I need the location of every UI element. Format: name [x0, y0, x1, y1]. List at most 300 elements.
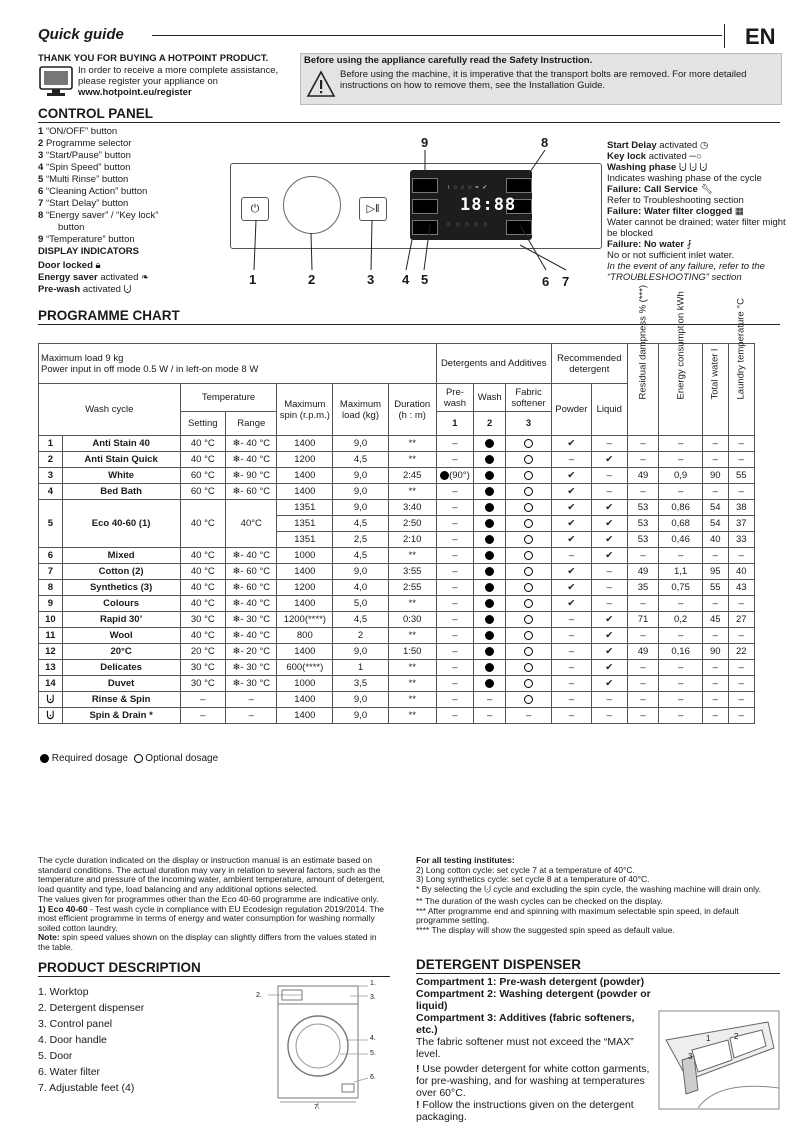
table-row — [39, 484, 780, 500]
setting-header: Setting — [180, 412, 226, 436]
cell-en: 0,75 — [659, 580, 702, 596]
no-water-desc: No or not sufficient inlet water. — [607, 250, 735, 261]
cell-liq: – — [591, 484, 627, 500]
temp-range: ❄- 30 °C — [226, 660, 277, 676]
temp-range: ❄- 40 °C — [226, 452, 277, 468]
cell-wat: 54 — [702, 516, 728, 532]
cell-spin: 1400 — [277, 644, 333, 660]
cell-lt: 40 — [728, 564, 754, 580]
cell-wash — [474, 676, 506, 692]
cell-pow: – — [551, 612, 591, 628]
cell-wat: – — [702, 628, 728, 644]
temp-setting: 60 °C — [180, 468, 226, 484]
cell-en: – — [659, 660, 702, 676]
cell-lt: – — [728, 452, 754, 468]
cell-en: – — [659, 692, 702, 708]
cell-soft — [506, 580, 552, 596]
pd-item: 5. Door — [38, 1050, 73, 1062]
cold-icon: ❄ — [232, 582, 241, 593]
cell-pre: – — [436, 628, 474, 644]
cell-lt: – — [728, 596, 754, 612]
duration-header: Duration (h : m) — [388, 384, 436, 436]
cell-pre: – — [436, 676, 474, 692]
wash-cycle-name: Wool — [62, 628, 180, 644]
key-icon: ─○ — [689, 151, 702, 162]
control-panel-list — [38, 126, 158, 296]
compartment-1-text: Compartment 1: Pre-wash detergent (powder) — [416, 976, 645, 988]
cell-wash: – — [474, 692, 506, 708]
cell-lt: 27 — [728, 612, 754, 628]
table-row — [39, 436, 780, 452]
duration-note: The cycle duration indicated on the display or instruction manual is an estimate based on standard conditions. The actual duration may vary in relation to several factors, such as the temperature and pressure of the incoming water, ambient temperature, amount of detergent, load quantity and type, load balancing and any additional options selected. — [38, 855, 385, 894]
cell-spin: 1200(****) — [277, 612, 333, 628]
cell-res: 71 — [627, 612, 659, 628]
cell-load: 9,0 — [333, 500, 389, 516]
row-number — [39, 692, 63, 708]
cell-pre: – — [436, 708, 474, 724]
power-button[interactable]: ⏻ — [241, 197, 269, 221]
cell-en: – — [659, 548, 702, 564]
cell-dur: ** — [388, 548, 436, 564]
cell-pow: ✔ — [551, 516, 591, 532]
prewash-icon: ⨃ — [123, 284, 132, 295]
cell-dur: 2:55 — [388, 580, 436, 596]
cell-lt: – — [728, 708, 754, 724]
cell-soft: – — [506, 708, 552, 724]
display-indicators-heading: DISPLAY INDICATORS — [38, 246, 140, 257]
row-number — [39, 708, 63, 724]
programme-chart-title: PROGRAMME CHART — [38, 308, 180, 323]
washing-phase-row: Washing phase ⨃ ⨃ ⨃ — [607, 162, 708, 173]
safety-body: Before using the machine, it is imperative that the transport bolts are removed. For more detailed instructions on how to remove them, see the Installation Guide. — [340, 69, 747, 91]
section-rule — [38, 122, 780, 123]
cell-soft — [506, 644, 552, 660]
cell-liq: – — [591, 692, 627, 708]
cp-item-3: 3 “Start/Pause” button — [38, 150, 131, 161]
dispenser-label-3: 3 — [688, 1052, 693, 1061]
laundry-temp-header: Laundry temperature °C — [735, 298, 747, 400]
no-water-row: Failure: No water ⨏ — [607, 239, 692, 250]
cell-liq: – — [591, 436, 627, 452]
notes-right — [416, 856, 780, 935]
optional-dosage-icon — [524, 615, 533, 624]
cell-res: – — [627, 436, 659, 452]
cell-load: 2,5 — [333, 532, 389, 548]
cell-res: – — [627, 596, 659, 612]
detergent-dispenser-title: DETERGENT DISPENSER — [416, 957, 582, 972]
liquid-header: Liquid — [591, 384, 627, 436]
cell-wat: 45 — [702, 612, 728, 628]
temp-range: ❄- 20 °C — [226, 644, 277, 660]
temp-range: ❄- 60 °C — [226, 484, 277, 500]
display-icons-top: ↑ ◌ ◌ ◌ ≈ ✓ — [447, 185, 489, 191]
cell-pow: ✔ — [551, 580, 591, 596]
cell-pre: – — [436, 532, 474, 548]
dispenser-label-1: 1 — [706, 1034, 711, 1043]
pd-item: 7. Adjustable feet (4) — [38, 1082, 135, 1094]
temp-setting: – — [180, 708, 226, 724]
cell-en: – — [659, 484, 702, 500]
monitor-icon — [38, 66, 74, 98]
optional-dosage-icon — [524, 647, 533, 656]
required-dosage-icon — [485, 487, 494, 496]
cell-pre: – — [436, 500, 474, 516]
wash-cycle-name: Eco 40-60 (1) — [62, 500, 180, 548]
wash-cycle-name: Duvet — [62, 676, 180, 692]
energy-saver-row: Energy saver activated ❧ — [38, 272, 149, 283]
required-dosage-icon — [485, 439, 494, 448]
temp-setting: 40 °C — [180, 580, 226, 596]
cell-soft — [506, 436, 552, 452]
cell-wat: – — [702, 660, 728, 676]
cold-icon: ❄ — [232, 470, 241, 481]
cell-pow: ✔ — [551, 564, 591, 580]
required-dosage-icon — [485, 599, 494, 608]
cell-load: 9,0 — [333, 436, 389, 452]
cell-liq: ✔ — [591, 676, 627, 692]
cell-pre: – — [436, 596, 474, 612]
note-residual: *** After programme end and spinning with maximum selectable spin speed, in default programme setting. — [416, 905, 739, 925]
cell-soft — [506, 484, 552, 500]
cell-pow: ✔ — [551, 484, 591, 500]
cell-dur: ** — [388, 676, 436, 692]
note-spin-speed: **** The display will show the suggested spin speed as default value. — [416, 924, 675, 935]
cell-dur: ** — [388, 692, 436, 708]
cell-wat: 54 — [702, 500, 728, 516]
wash-cycle-header: Wash cycle — [39, 384, 181, 436]
cell-load: 4,0 — [333, 580, 389, 596]
required-dosage-icon — [485, 583, 494, 592]
cell-lt: 55 — [728, 468, 754, 484]
row-number: 10 — [39, 612, 63, 628]
cell-load: 4,5 — [333, 516, 389, 532]
required-dosage-icon — [485, 567, 494, 576]
cell-pow: – — [551, 676, 591, 692]
optional-dosage-icon — [524, 471, 533, 480]
required-dosage-icon — [485, 551, 494, 560]
cell-lt: – — [728, 484, 754, 500]
cell-res: 35 — [627, 580, 659, 596]
callout-8: 8 — [541, 135, 549, 150]
temperature-header: Temperature — [180, 384, 277, 412]
pd-label-2: 2. — [256, 992, 262, 999]
thanks-line2: please register your appliance on — [78, 76, 218, 87]
indicators-legend — [607, 140, 797, 283]
cell-wash — [474, 580, 506, 596]
cell-wash — [474, 484, 506, 500]
callout-lines — [230, 130, 610, 290]
row-number: 9 — [39, 596, 63, 612]
leaf-icon: ❧ — [141, 272, 149, 283]
row-number: 3 — [39, 468, 63, 484]
cell-spin: 1351 — [277, 516, 333, 532]
cell-wat: – — [702, 484, 728, 500]
display-digits: 18:88 — [460, 195, 517, 215]
chart-header-info — [39, 344, 437, 384]
temp-range: ❄- 40 °C — [226, 596, 277, 612]
warning-icon — [306, 70, 336, 98]
cell-liq: ✔ — [591, 548, 627, 564]
cell-lt: – — [728, 548, 754, 564]
row-number: 7 — [39, 564, 63, 580]
compartment-3-header: 3 — [506, 412, 552, 436]
section-rule — [416, 973, 780, 974]
table-row — [39, 612, 780, 628]
cell-wash — [474, 564, 506, 580]
detergents-header: Detergents and Additives — [436, 344, 551, 384]
start-pause-button[interactable]: ▷‖ — [359, 197, 387, 221]
cell-wat: – — [702, 548, 728, 564]
cell-wat: – — [702, 708, 728, 724]
spin-drain-icon: ⨃ — [484, 883, 491, 894]
optional-dosage-label: Optional dosage — [145, 753, 219, 764]
cell-load: 9,0 — [333, 692, 389, 708]
pd-item: 2. Detergent dispenser — [38, 1002, 145, 1014]
cell-wat: 40 — [702, 532, 728, 548]
filter-desc: Water cannot be drained; water filter might be blocked — [607, 217, 786, 239]
cell-load: 4,5 — [333, 548, 389, 564]
cell-liq: ✔ — [591, 628, 627, 644]
cell-dur: ** — [388, 436, 436, 452]
section-rule — [38, 324, 780, 325]
max-level-note: The fabric softener must not exceed the “MAX” level. — [416, 1036, 634, 1060]
cell-pow: ✔ — [551, 532, 591, 548]
table-row — [39, 708, 780, 724]
product-description-list — [38, 984, 144, 1096]
cell-wash — [474, 628, 506, 644]
cold-icon: ❄ — [232, 486, 241, 497]
page-title: Quick guide — [38, 26, 124, 43]
cell-dur: 0:30 — [388, 612, 436, 628]
required-dosage-icon — [485, 455, 494, 464]
cycle-icon: ⨃ — [46, 694, 55, 705]
cell-dur: 3:40 — [388, 500, 436, 516]
max-load-header: Maximum load (kg) — [333, 384, 389, 436]
cell-dur: 2:50 — [388, 516, 436, 532]
cell-soft — [506, 596, 552, 612]
cell-en: – — [659, 628, 702, 644]
required-dosage-icon — [485, 631, 494, 640]
required-dosage-icon — [40, 754, 49, 763]
temp-setting: 30 °C — [180, 612, 226, 628]
cell-pre: – — [436, 452, 474, 468]
section-rule — [38, 976, 390, 977]
cell-en: – — [659, 452, 702, 468]
row-number: 11 — [39, 628, 63, 644]
cell-pow: ✔ — [551, 596, 591, 612]
call-service-row: Failure: Call Service 🔧︎ — [607, 184, 713, 195]
required-dosage-icon — [485, 679, 494, 688]
cell-soft — [506, 548, 552, 564]
row-number: 8 — [39, 580, 63, 596]
optional-dosage-icon — [524, 631, 533, 640]
cp-item-6: 6 “Cleaning Action” button — [38, 186, 148, 197]
row-number: 14 — [39, 676, 63, 692]
cell-spin: 1351 — [277, 500, 333, 516]
cp-item-1: 1 “ON/OFF” button — [38, 126, 118, 137]
cell-wash — [474, 644, 506, 660]
cell-dur: ** — [388, 660, 436, 676]
optional-dosage-icon — [524, 455, 533, 464]
wash-header: Wash — [474, 384, 506, 412]
cell-pow: – — [551, 644, 591, 660]
cold-icon: ❄ — [232, 438, 241, 449]
cell-en: – — [659, 596, 702, 612]
cp-item-7: 7 “Start Delay” button — [38, 198, 129, 209]
max-spin-header: Maximum spin (r.p.m.) — [277, 384, 333, 436]
cell-liq: ✔ — [591, 500, 627, 516]
tip-2: ! Follow the instructions given on the detergent packaging. — [416, 1099, 634, 1123]
cell-res: – — [627, 628, 659, 644]
cell-pow: – — [551, 548, 591, 564]
wash-cycle-name: Anti Stain 40 — [62, 436, 180, 452]
temp-setting: 40 °C — [180, 628, 226, 644]
call-service-desc: Refer to Troubleshooting section — [607, 195, 744, 206]
power-input-text: Power input in off mode 0.5 W / in left-on mode 8 W — [41, 363, 259, 375]
temp-range: ❄- 40 °C — [226, 436, 277, 452]
optional-dosage-icon — [134, 754, 143, 763]
cell-soft — [506, 628, 552, 644]
cell-soft — [506, 660, 552, 676]
required-dosage-icon — [485, 519, 494, 528]
compartment-2-text: Compartment 2: Washing detergent (powder or liquid) — [416, 988, 651, 1012]
temp-setting: 40 °C — [180, 564, 226, 580]
wash-cycle-name: Anti Stain Quick — [62, 452, 180, 468]
cell-load: 3,5 — [333, 676, 389, 692]
table-row — [39, 452, 780, 468]
callout-3: 3 — [367, 272, 375, 287]
cell-soft — [506, 468, 552, 484]
optional-dosage-icon — [524, 599, 533, 608]
cold-icon: ❄ — [232, 614, 241, 625]
cell-dur: 2:45 — [388, 468, 436, 484]
cold-icon: ❄ — [232, 550, 241, 561]
thanks-heading: THANK YOU FOR BUYING A HOTPOINT PRODUCT. — [38, 53, 269, 64]
temp-range: ❄- 30 °C — [226, 676, 277, 692]
table-row — [39, 580, 780, 596]
wash-cycle-name: Rapid 30’ — [62, 612, 180, 628]
wash-cycle-name: Cotton (2) — [62, 564, 180, 580]
wash-cycle-name: Synthetics (3) — [62, 580, 180, 596]
cp-item-8b: button — [58, 222, 85, 233]
required-dosage-icon — [485, 503, 494, 512]
cell-pow: – — [551, 692, 591, 708]
cell-res: – — [627, 548, 659, 564]
washing-phase-desc: Indicates washing phase of the cycle — [607, 173, 762, 184]
cell-wat: 55 — [702, 580, 728, 596]
filter-row: Failure: Water filter clogged ▦ — [607, 206, 744, 217]
eco-note: 1) Eco 40-60 - Test wash cycle in compliance with EU Ecodesign regulation 2019/2014. The most efficient programme in terms of energy and water consumption for washing normally soiled cotton laundry. — [38, 903, 385, 933]
recommended-header: Recommended detergent — [551, 344, 627, 384]
callout-4: 4 — [402, 272, 410, 287]
pd-label-1: 1. — [370, 980, 376, 987]
cell-wash — [474, 516, 506, 532]
callout-5: 5 — [421, 272, 429, 287]
cell-spin: 1400 — [277, 468, 333, 484]
temp-setting: 40 °C — [180, 548, 226, 564]
required-dosage-icon — [485, 535, 494, 544]
product-description-title: PRODUCT DESCRIPTION — [38, 960, 201, 975]
lock-icon: 🔒︎ — [95, 260, 101, 271]
cell-wat: – — [702, 452, 728, 468]
cell-res: 53 — [627, 500, 659, 516]
register-link[interactable]: www.hotpoint.eu/register — [78, 87, 192, 98]
display-icons-bottom: ◌ ◌ ◌ ◌ ◌ — [447, 222, 490, 228]
residual-header: Residual dampness % (***) — [637, 284, 649, 400]
cell-en: 0,2 — [659, 612, 702, 628]
cell-spin: 1400 — [277, 596, 333, 612]
cell-load: 9,0 — [333, 468, 389, 484]
cell-soft — [506, 692, 552, 708]
cell-spin: 1400 — [277, 564, 333, 580]
cell-res: 53 — [627, 516, 659, 532]
cell-res: 49 — [627, 644, 659, 660]
cell-soft — [506, 500, 552, 516]
washing-phase-icons: ⨃ ⨃ ⨃ — [678, 162, 708, 173]
wash-cycle-name: 20°C — [62, 644, 180, 660]
temp-range: ❄- 40 °C — [226, 548, 277, 564]
water-header: Total water l — [709, 348, 721, 400]
cell-res: 49 — [627, 468, 659, 484]
temp-setting: 40 °C — [180, 452, 226, 468]
cell-lt: 37 — [728, 516, 754, 532]
start-delay-row: Start Delay activated ◷ — [607, 140, 709, 151]
required-dosage-icon — [485, 471, 494, 480]
temp-setting: – — [180, 692, 226, 708]
temp-range: ❄- 60 °C — [226, 580, 277, 596]
cell-soft — [506, 452, 552, 468]
cell-load: 5,0 — [333, 596, 389, 612]
note-spin-drain: * By selecting the ⨃ cycle and excluding the spin cycle, the washing machine will drain only. — [416, 883, 762, 894]
cell-res: 53 — [627, 532, 659, 548]
cell-wash — [474, 548, 506, 564]
optional-dosage-icon — [524, 583, 533, 592]
cell-liq: – — [591, 708, 627, 724]
row-number: 12 — [39, 644, 63, 660]
temp-range: – — [226, 692, 277, 708]
cell-load: 2 — [333, 628, 389, 644]
cell-dur: ** — [388, 596, 436, 612]
required-dosage-icon — [440, 471, 449, 480]
pd-label-5: 5. — [370, 1050, 376, 1057]
cell-spin: 800 — [277, 628, 333, 644]
optional-dosage-icon — [524, 487, 533, 496]
cell-spin: 1400 — [277, 708, 333, 724]
row-number: 5 — [39, 500, 63, 548]
language-code: EN — [745, 24, 776, 49]
pd-label-4: 4. — [370, 1035, 376, 1042]
table-row — [39, 596, 780, 612]
cell-en: 0,46 — [659, 532, 702, 548]
spin-note: Note: spin speed values shown on the display can slightly differs from the values stated in the table. — [38, 932, 377, 952]
cell-en: – — [659, 436, 702, 452]
cell-pre: – — [436, 612, 474, 628]
header-rule — [152, 35, 722, 36]
temp-setting: 40 °C — [180, 436, 226, 452]
max-load-text: Maximum load 9 kg — [41, 352, 124, 364]
cell-lt: – — [728, 436, 754, 452]
optional-dosage-icon — [524, 663, 533, 672]
row-number: 4 — [39, 484, 63, 500]
cell-liq: ✔ — [591, 452, 627, 468]
cell-spin: 1400 — [277, 692, 333, 708]
cell-wash — [474, 596, 506, 612]
cell-wat: 90 — [702, 468, 728, 484]
callout-6: 6 — [542, 274, 550, 289]
cell-res: – — [627, 708, 659, 724]
cell-res: 49 — [627, 564, 659, 580]
cell-spin: 1400 — [277, 484, 333, 500]
